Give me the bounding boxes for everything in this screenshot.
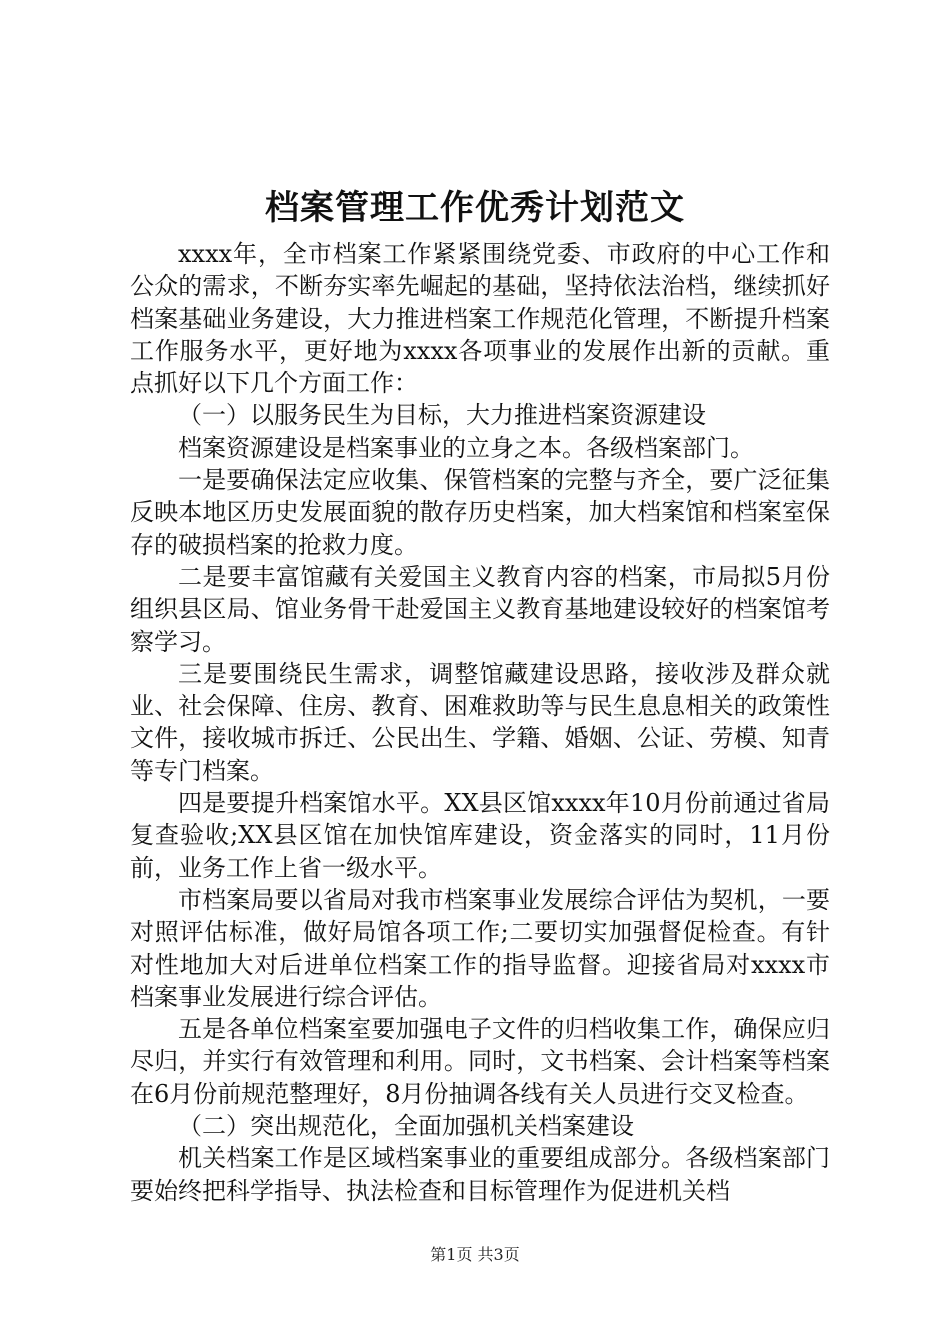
paragraph: 市档案局要以省局对我市档案事业发展综合评估为契机，一要对照评估标准，做好局馆各项工作;二要切实加强督促检查。有针对性地加大对后进单位档案工作的指导监督。迎接省局对xxxx市档案事业发展进行综合评估。: [130, 885, 830, 1011]
paragraph: 机关档案工作是区域档案事业的重要组成部分。各级档案部门要始终把科学指导、执法检查和目标管理作为促进机关档: [130, 1144, 830, 1205]
section-heading-2: （二）突出规范化，全面加强机关档案建设: [178, 1112, 634, 1141]
paragraph: 五是各单位档案室要加强电子文件的归档收集工作，确保应归尽归，并实行有效管理和利用。同时，文书档案、会计档案等档案在6月份前规范整理好，8月份抽调各线有关人员进行交叉检查。: [130, 1015, 830, 1108]
paragraph-intro: xxxx年，全市档案工作紧紧围绕党委、市政府的中心工作和公众的需求，不断夯实率先崛起的基础，坚持依法治档，继续抓好档案基础业务建设，大力推进档案工作规范化管理，不断提升档案工作服务水平，更好地为xxxx各项事业的发展作出新的贡献。重点抓好以下几个方面工作：: [130, 240, 830, 398]
section-heading-1: （一）以服务民生为目标，大力推进档案资源建设: [178, 401, 706, 430]
paragraph: 二是要丰富馆藏有关爱国主义教育内容的档案，市局拟5月份组织县区局、馆业务骨干赴爱国主义教育基地建设较好的档案馆考察学习。: [130, 562, 830, 656]
document-body: [130, 238, 830, 1207]
paragraph: 档案资源建设是档案事业的立身之本。各级档案部门。: [178, 433, 754, 462]
paragraph: 四是要提升档案馆水平。XX县区馆xxxx年10月份前通过省局复查验收;XX县区馆在加快馆库建设，资金落实的同时，11月份前，业务工作上省一级水平。: [130, 789, 830, 882]
paragraph: 三是要围绕民生需求，调整馆藏建设思路，接收涉及群众就业、社会保障、住房、教育、困难救助等与民生息息相关的政策性文件，接收城市拆迁、公民出生、学籍、婚姻、公证、劳模、知青等专门档案。: [130, 659, 830, 785]
page-footer: 第1页 共3页: [430, 1245, 520, 1264]
document-title: 档案管理工作优秀计划范文: [265, 188, 685, 228]
paragraph: 一是要确保法定应收集、保管档案的完整与齐全，要广泛征集反映本地区历史发展面貌的散存历史档案，加大档案馆和档案室保存的破损档案的抢救力度。: [130, 466, 830, 559]
